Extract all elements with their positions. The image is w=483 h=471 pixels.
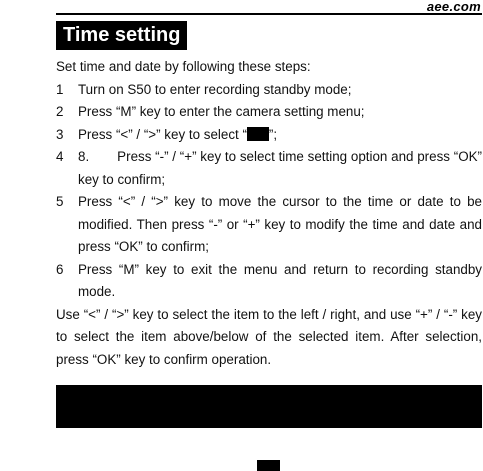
step-number: 2 — [56, 104, 64, 119]
intro-text: Set time and date by following these steps: — [56, 59, 311, 74]
step-sub-number: 8. — [78, 149, 90, 164]
step-item — [56, 191, 482, 259]
section-header-bar — [56, 385, 482, 428]
step-item — [56, 79, 482, 102]
step-text-after-icon: ”; — [268, 126, 278, 142]
step-text-body: Press “-” / “+” key to select time setting option and press “OK” key to confirm; — [78, 149, 482, 187]
instructions-body — [56, 56, 482, 371]
step-item — [56, 101, 482, 124]
page-marker — [257, 460, 280, 471]
step-item — [56, 146, 482, 191]
step-item — [56, 124, 482, 147]
step-number: 1 — [56, 81, 64, 97]
step-number: 5 — [56, 194, 64, 209]
step-text-before-icon: Press “<” / “>” key to select “ — [78, 126, 247, 142]
step-text: Turn on S50 to enter recording standby mode; — [78, 81, 352, 97]
section-title: Time setting — [56, 21, 187, 50]
outro-text: Use “<” / “>” key to select the item to the left / right, and use “+” / “-” key to select the item above/below of the selected item. After selection, press “OK” key to confirm operation. — [56, 306, 482, 367]
step-text — [78, 146, 482, 191]
brand-logo: aee.com — [426, 0, 481, 14]
header-rule — [56, 13, 482, 15]
clock-setting-icon — [247, 127, 269, 141]
step-item — [56, 259, 482, 304]
step-number: 6 — [56, 261, 64, 277]
step-text — [78, 124, 482, 147]
step-number: 4 — [56, 149, 64, 164]
step-text: Press “M” key to enter the camera setting menu; — [78, 104, 365, 119]
step-number: 3 — [56, 126, 64, 142]
step-text: Press “M” key to exit the menu and return to recording standby mode. — [78, 261, 482, 299]
step-text: Press “<” / “>” key to move the cursor to the time or date to be modified. Then press “-” or “+” key to modify the time and date and press “OK” to confirm; — [78, 194, 482, 254]
